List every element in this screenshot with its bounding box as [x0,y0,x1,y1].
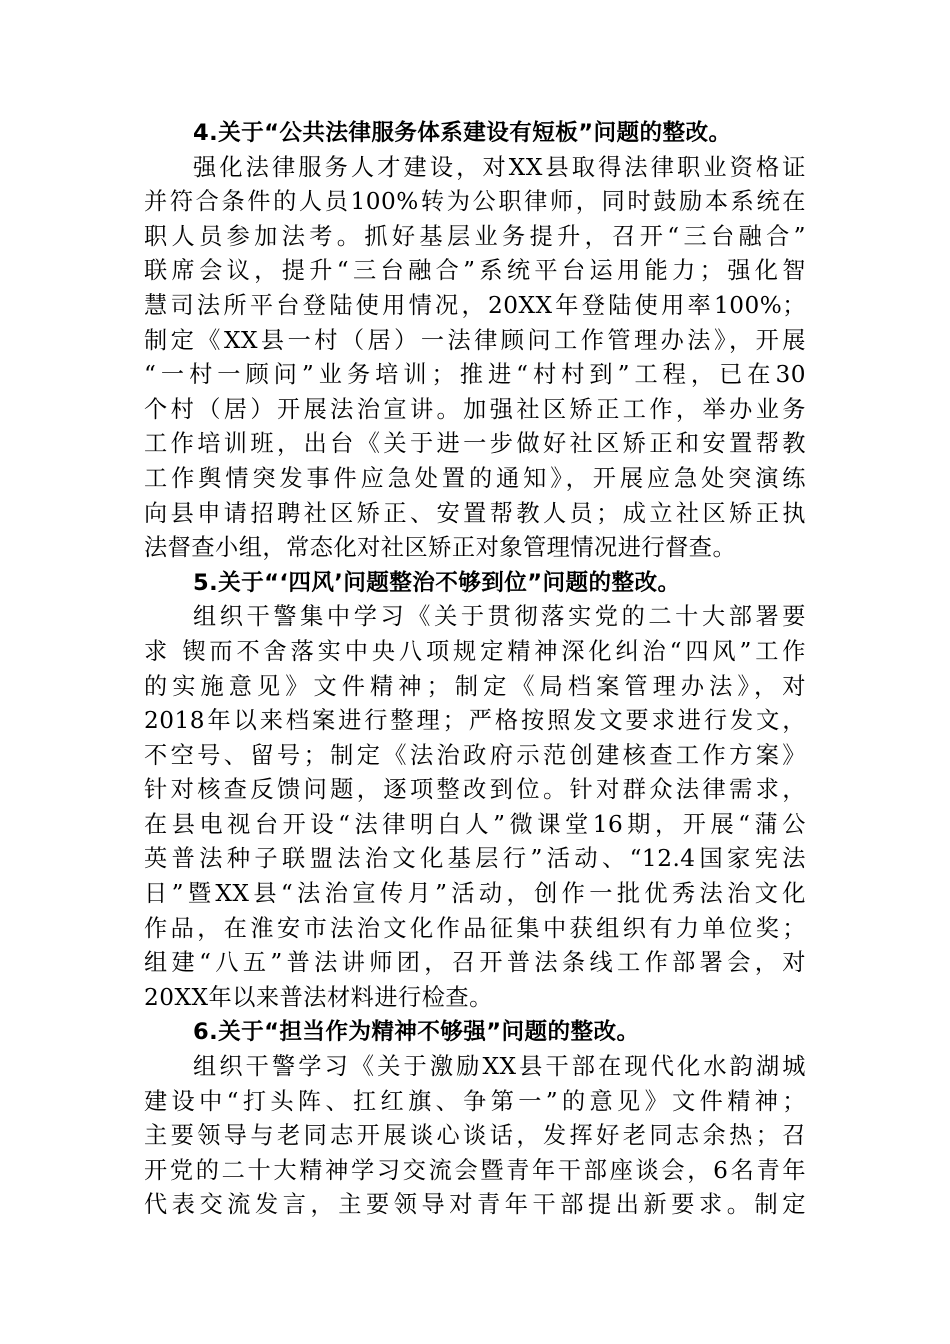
paragraph-line: 针对核查反馈问题，逐项整改到位。针对群众法律需求， [144,776,806,804]
paragraph-line: 20XX年以来普法材料进行检查。 [144,983,493,1011]
section-heading-6: 6.关于“担当作为精神不够强”问题的整改。 [193,1019,640,1046]
paragraph-line: 组建“八五”普法讲师团，召开普法条线工作部署会，对 [144,949,806,977]
paragraph-line: 工作舆情突发事件应急处置的通知》，开展应急处突演练 [144,464,806,492]
paragraph-line: 在县电视台开设“法律明白人”微课堂16期，开展“蒲公 [144,810,806,838]
section-heading-5: 5.关于“‘四风’问题整治不够到位”问题的整改。 [193,569,681,596]
paragraph-line: 求 锲而不舍落实中央八项规定精神深化纠治“四风”工作 [144,637,806,665]
paragraph-line: 代表交流发言，主要领导对青年干部提出新要求。制定 [144,1191,806,1219]
paragraph-line: 法督查小组，常态化对社区矫正对象管理情况进行督查。 [144,534,737,562]
paragraph-line: 职人员参加法考。抓好基层业务提升，召开“三台融合” [144,222,806,250]
paragraph-line: 2018年以来档案进行整理；严格按照发文要求进行发文， [144,707,806,735]
paragraph-line: 个村（居）开展法治宣讲。加强社区矫正工作，举办业务 [144,395,806,423]
paragraph-line: 向县申请招聘社区矫正、安置帮教人员；成立社区矫正执 [144,499,806,527]
paragraph-line: 作品，在淮安市法治文化作品征集中获组织有力单位奖； [144,914,806,942]
paragraph-line: 英普法种子联盟法治文化基层行”活动、“12.4国家宪法 [144,845,806,873]
paragraph-line: 的实施意见》文件精神；制定《局档案管理办法》，对 [144,672,806,700]
section-heading-4: 4.关于“公共法律服务体系建设有短板”问题的整改。 [193,120,732,146]
paragraph-line: 组织干警集中学习《关于贯彻落实党的二十大部署要 [193,603,806,631]
paragraph-line: 建设中“打头阵、扛红旗、争第一”的意见》文件精神； [144,1087,806,1115]
paragraph-line: 制定《XX县一村（居）一法律顾问工作管理办法》，开展 [144,326,806,354]
document-body [144,116,806,1223]
paragraph-line: “一村一顾问”业务培训；推进“村村到”工程，已在30 [144,361,806,389]
paragraph-line: 强化法律服务人才建设，对XX县取得法律职业资格证 [193,153,806,181]
paragraph-line: 不空号、留号；制定《法治政府示范创建核查工作方案》 [144,741,806,769]
paragraph-line: 工作培训班，出台《关于进一步做好社区矫正和安置帮教 [144,430,806,458]
paragraph-line: 主要领导与老同志开展谈心谈话，发挥好老同志余热；召 [144,1122,806,1150]
paragraph-line: 联席会议，提升“三台融合”系统平台运用能力；强化智 [144,257,806,285]
paragraph-line: 开党的二十大精神学习交流会暨青年干部座谈会，6名青年 [144,1156,806,1184]
paragraph-line: 并符合条件的人员100%转为公职律师，同时鼓励本系统在 [144,188,806,216]
paragraph-line: 慧司法所平台登陆使用情况，20XX年登陆使用率100%； [144,291,806,319]
paragraph-line: 日”暨XX县“法治宣传月”活动，创作一批优秀法治文化 [144,880,806,908]
paragraph-line: 组织干警学习《关于激励XX县干部在现代化水韵湖城 [193,1053,806,1081]
